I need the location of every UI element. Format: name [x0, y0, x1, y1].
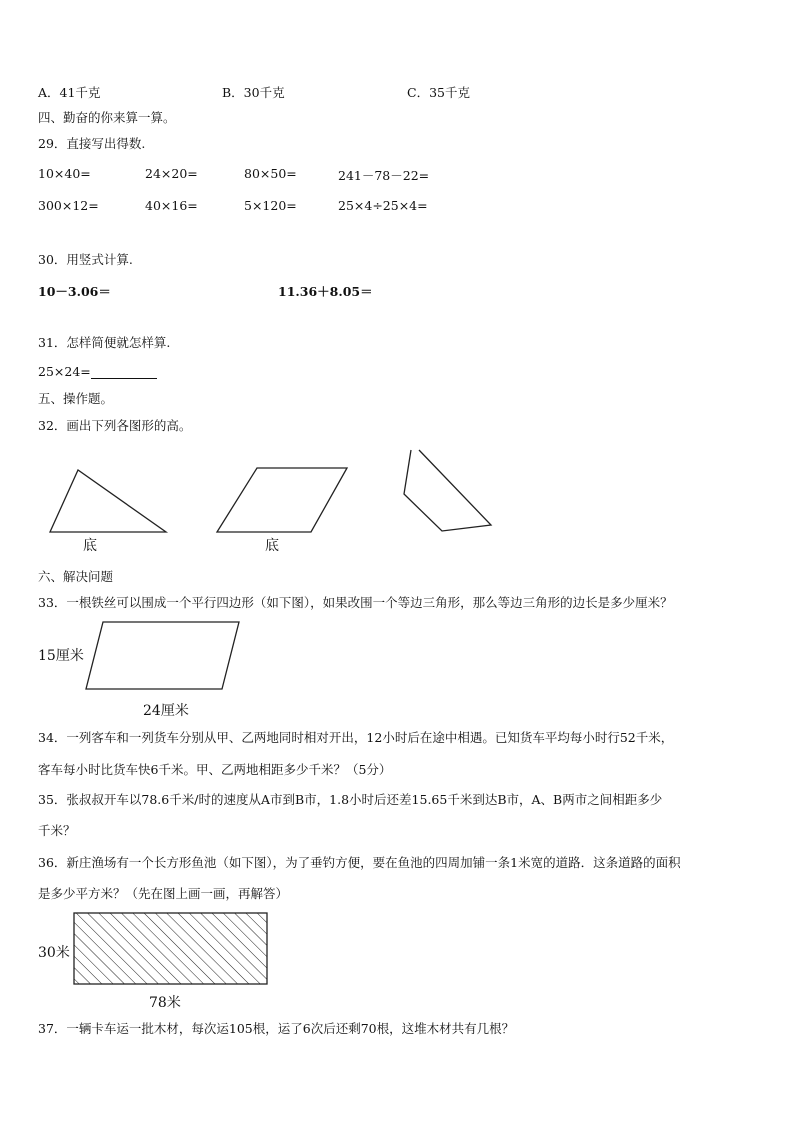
q35-line-2: 千米？ — [38, 823, 76, 838]
q29-r2-c3: 5×120= — [244, 198, 297, 213]
q34-line-1: 34．一列客车和一列货车分别从甲、乙两地同时相对开出，12小时后在途中相遇。已知货车平均每小时行52千米， — [38, 730, 674, 745]
section-4-heading: 四、勤奋的你来算一算。 — [38, 110, 176, 125]
section-5-heading: 五、操作题。 — [38, 391, 114, 406]
q29-r1-c1: 10×40= — [38, 166, 91, 181]
option-a: A．41千克 — [38, 85, 101, 100]
q33-text: 33．一根铁丝可以围成一个平行四边形（如下图），如果改围一个等边三角形，那么等边三角形的边长是多少厘米？ — [38, 595, 673, 610]
q30-expr-1: 10－3.06＝ — [38, 284, 111, 299]
parallelogram-figure — [217, 468, 347, 532]
option-b: B．30千克 — [222, 85, 285, 100]
q37-text: 37．一辆卡车运一批木材，每次运105根，运了6次后还剩70根，这堆木材共有几根？ — [38, 1021, 515, 1036]
fish-pond-rect — [74, 913, 267, 984]
parallelogram-base-label: 底 — [265, 538, 279, 554]
triangle-base-label: 底 — [83, 538, 97, 554]
option-c: C．35千克 — [407, 85, 470, 100]
q31-title: 31．怎样简便就怎样算. — [38, 335, 171, 350]
q33-parallelogram — [86, 622, 239, 689]
q31-expr: 25×24= — [38, 364, 91, 379]
q29-r1-c4: 241－78－22= — [338, 168, 430, 183]
q33-base-label: 24厘米 — [143, 703, 189, 719]
section-6-heading: 六、解决问题 — [38, 569, 114, 584]
q36-line-2: 是多少平方米？（先在图上画一画，再解答） — [38, 886, 289, 901]
q36-base-label: 78米 — [149, 995, 181, 1011]
quadrilateral-figure — [404, 450, 491, 531]
triangle-figure — [50, 470, 166, 532]
q36-side-label: 30米 — [38, 945, 70, 961]
q32-title: 32．画出下列各图形的高。 — [38, 418, 192, 433]
q30-expr-2: 11.36＋8.05＝ — [278, 284, 373, 299]
q34-line-2: 客车每小时比货车快6千米。甲、乙两地相距多少千米？（5分） — [38, 762, 392, 777]
q29-r2-c1: 300×12= — [38, 198, 99, 213]
q29-r2-c4: 25×4÷25×4= — [338, 198, 428, 213]
q29-r2-c2: 40×16= — [145, 198, 198, 213]
q29-r1-c3: 80×50= — [244, 166, 297, 181]
q33-side-label: 15厘米 — [38, 648, 84, 664]
q30-title: 30．用竖式计算. — [38, 252, 133, 267]
q36-line-1: 36．新庄渔场有一个长方形鱼池（如下图），为了垂钓方便，要在鱼池的四周加铺一条1米宽的道路．这条道路的面积 — [38, 855, 681, 870]
q29-r1-c2: 24×20= — [145, 166, 198, 181]
q29-title: 29．直接写出得数. — [38, 136, 146, 151]
q35-line-1: 35．张叔叔开车以78.6千米/时的速度从A市到B市，1.8小时后还差15.65千米到达B市，A、B两市之间相距多少 — [38, 792, 663, 807]
